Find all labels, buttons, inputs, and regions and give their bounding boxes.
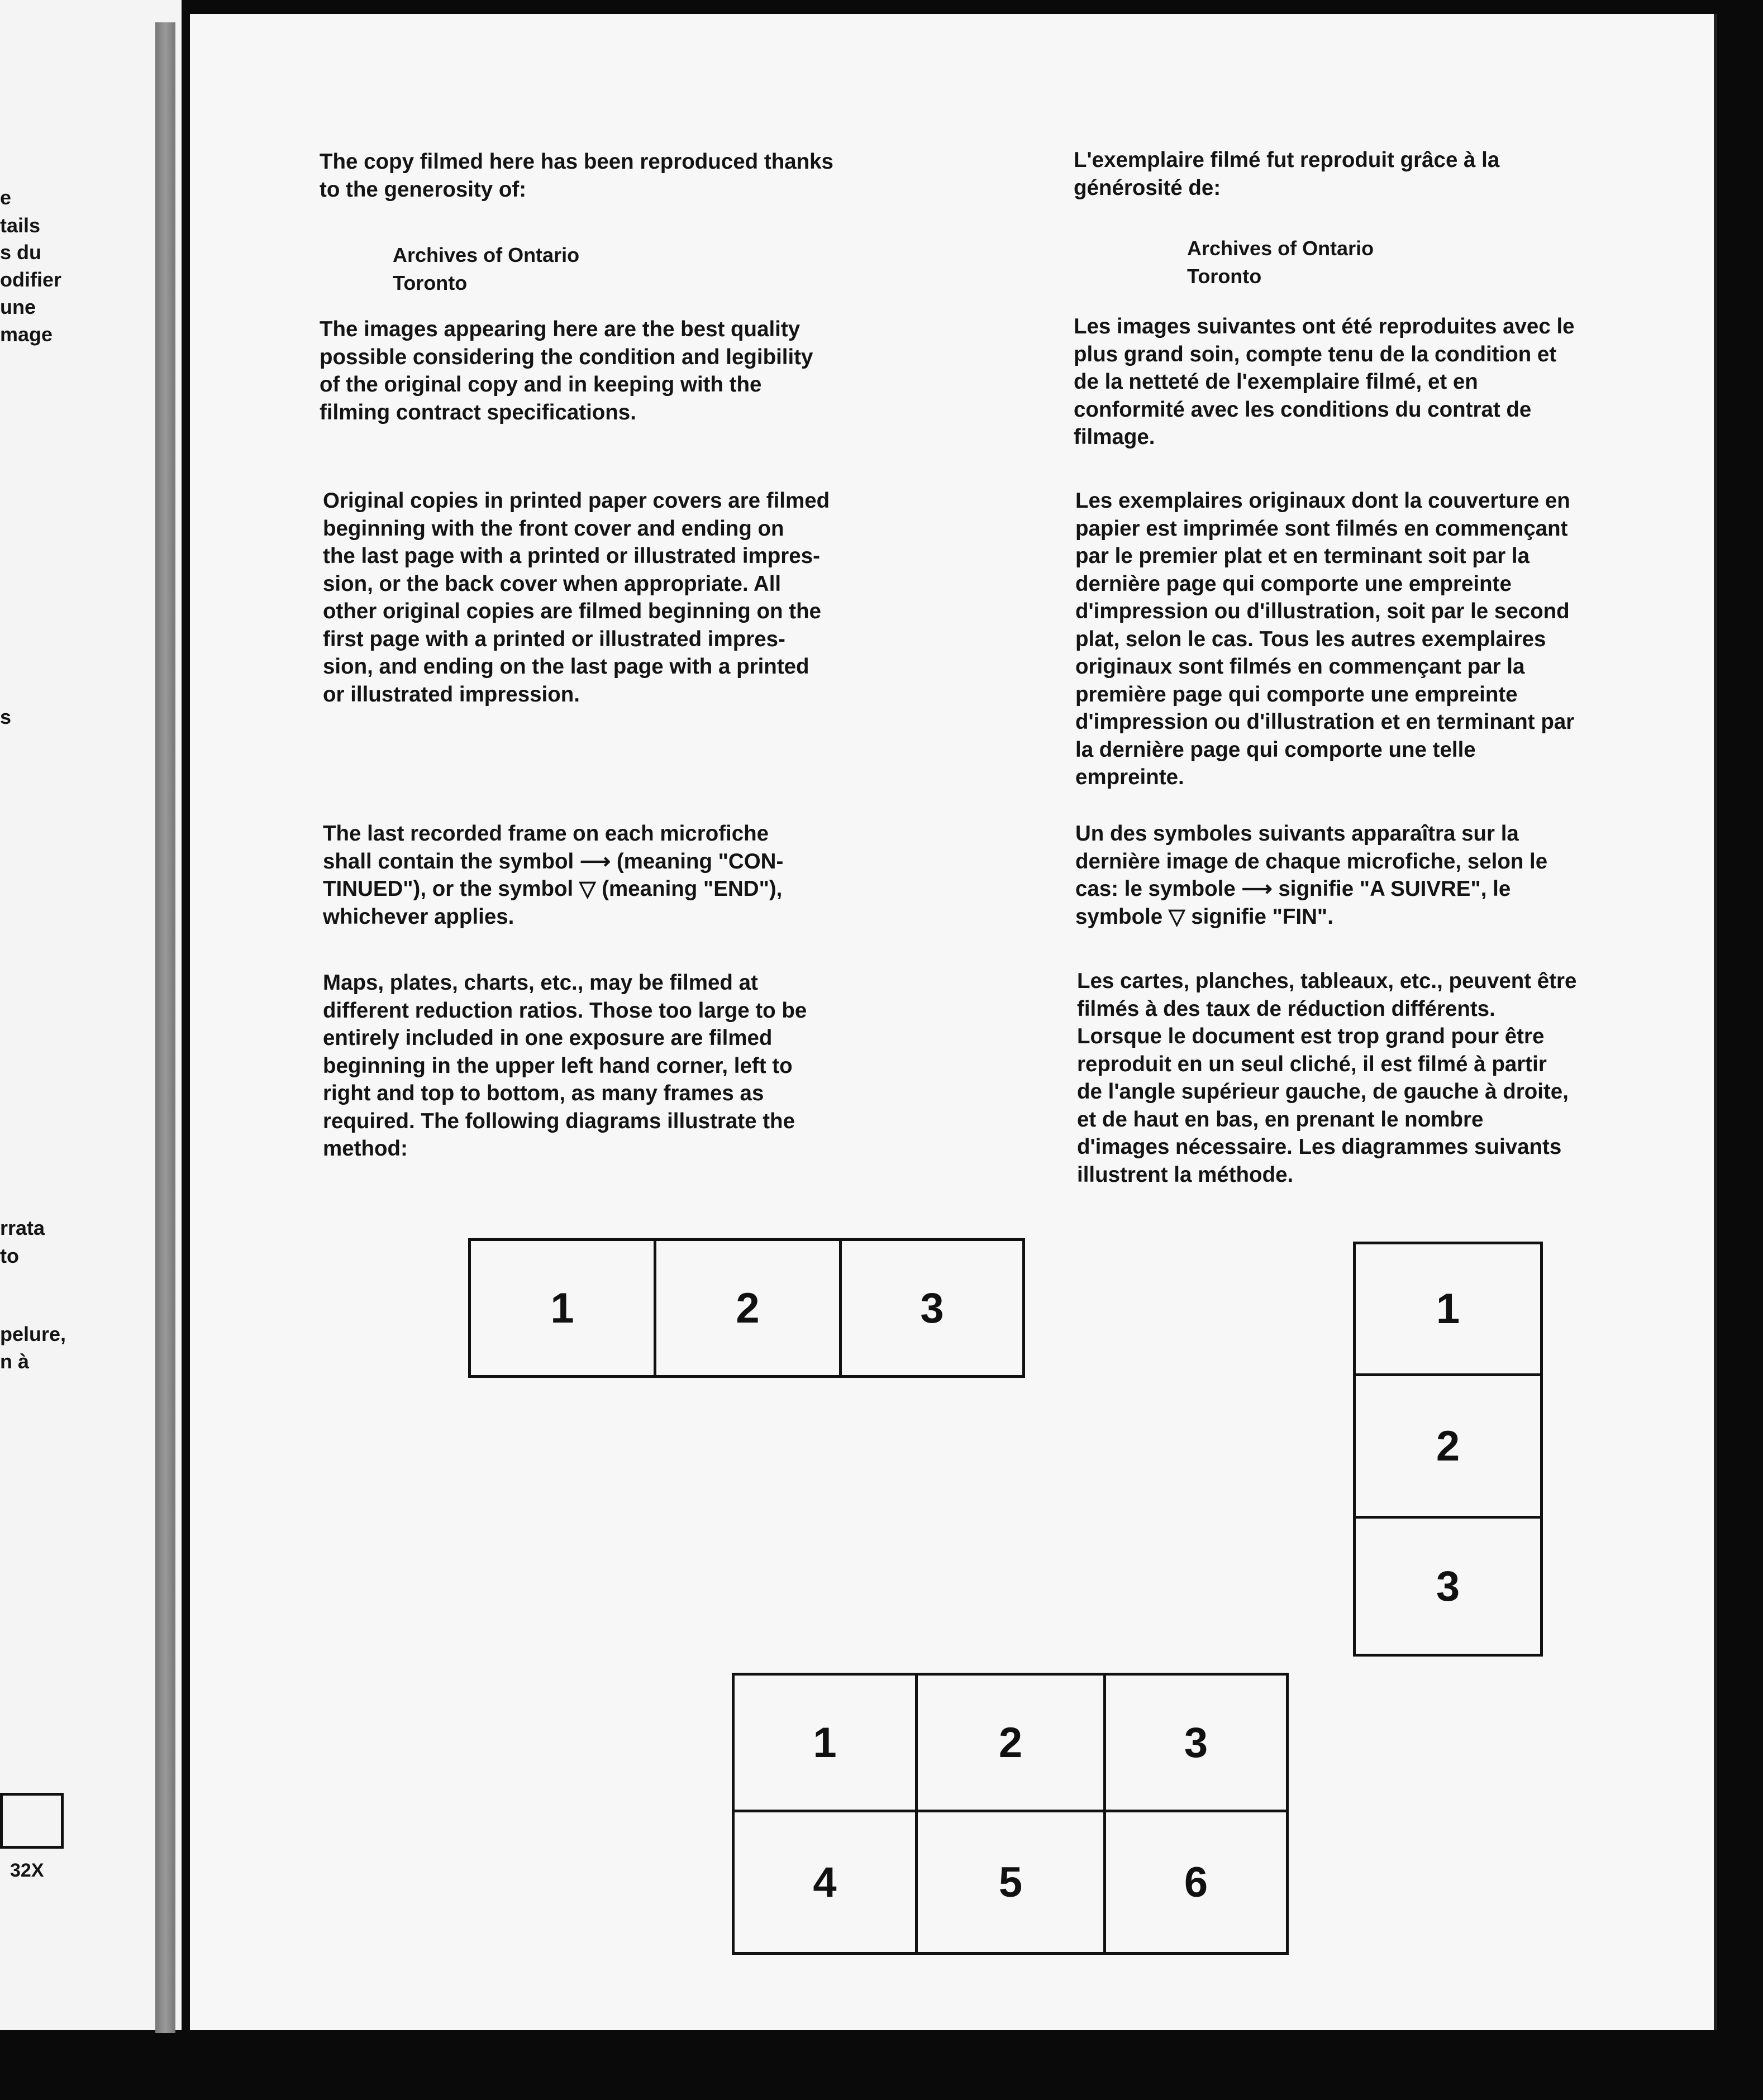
french-archive: Archives of Ontario Toronto [1187, 237, 1374, 288]
french-symbols: Un des symboles suivants apparaîtra sur la dernière image de chaque microfiche, selon le cas: le symbole ⟶ signifie "A SUIVRE", le symbole ▽ signifie "FIN". [1075, 822, 1548, 929]
diagram-row-frame: 2 [654, 1238, 842, 1378]
left-fragment: e [0, 186, 12, 209]
diagram-column-frame: 2 [1353, 1373, 1543, 1519]
diagram-grid-frame: 4 [732, 1810, 918, 1955]
left-fragment: une [0, 295, 36, 318]
left-fragment: tails [0, 214, 41, 237]
french-maps: Les cartes, planches, tableaux, etc., peuvent être filmés à des taux de réduction différents. Lorsque le document est trop grand pour être reproduit en un seul cliché, il est filmé à partir de l'angle supérieur gauche, de gauche à droite, et de haut en bas, en prenant le nombre d'images nécessaire. Les diagrammes suivants illustrent la méthode. [1077, 969, 1577, 1187]
english-intro: The copy filmed here has been reproduced thanks to the generosity of: [320, 150, 833, 202]
english-archive: Archives of Ontario Toronto [393, 244, 580, 294]
diagram-grid-frame: 2 [915, 1673, 1106, 1812]
diagram-row-frame: 3 [839, 1238, 1025, 1378]
diagram-column-frame: 3 [1353, 1516, 1543, 1657]
french-originals: Les exemplaires originaux dont la couverture en papier est imprimée sont filmés en commençant par le premier plat et en terminant soit par la dernière page qui comporte une empreinte d'impression ou d'illustration, soit par le second plat, selon le cas. Tous les autres exemplaires originaux sont filmés en commençant par la première page qui comporte une empreinte d'impression ou d'illustration et en terminant par la dernière page qui comporte une telle empreinte. [1075, 489, 1575, 789]
left-partial-page [0, 0, 182, 2030]
english-maps: Maps, plates, charts, etc., may be filmed at different reduction ratios. Those too large to be entirely included in one exposure are filmed beginning in the upper left hand corner, left to right and top to bottom, as many frames as required. The following diagrams illustrate the method: [323, 971, 807, 1161]
diagram-grid-frame: 6 [1103, 1810, 1289, 1955]
english-originals: Original copies in printed paper covers are filmed beginning with the front cover and ending on the last page with a printed or illustrated impres- sion, or the back cover when appropriate. All other original copies are filmed beginning on the first page with a printed or illustrated impres- sion, and ending on the last page with a printed or illustrated impression. [323, 489, 830, 707]
diagram-row-frame: 1 [468, 1238, 656, 1378]
diagram-grid-frame: 5 [915, 1810, 1106, 1955]
english-symbols: The last recorded frame on each microfiche shall contain the symbol ⟶ (meaning "CON- TINUED"), or the symbol ▽ (meaning "END"), whichever applies. [323, 822, 784, 929]
left-fragment: mage [0, 323, 53, 346]
french-quality: Les images suivantes ont été reproduites avec le plus grand soin, compte tenu de la condition et de la netteté de l'exemplaire filmé, et en conformité avec les conditions du contrat de filmage. [1074, 314, 1575, 449]
reduction-label: 32X [10, 1860, 44, 1881]
left-fragment: pelure, [0, 1323, 66, 1345]
page-edge [1714, 14, 1717, 2030]
left-fragment: rrata [0, 1216, 45, 1239]
english-quality: The images appearing here are the best quality possible considering the condition and legibility of the original copy and in keeping with the filming contract specifications. [320, 317, 813, 424]
left-fragment: odifier [0, 268, 62, 291]
left-fragment: n à [0, 1350, 30, 1373]
french-intro: L'exemplaire filmé fut reproduit grâce à la générosité de: [1074, 148, 1500, 200]
left-fragment: s [0, 705, 12, 728]
page-gutter [155, 22, 175, 2033]
diagram-grid-frame: 1 [732, 1673, 918, 1812]
diagram-column-frame: 1 [1353, 1242, 1543, 1376]
reduction-box [0, 1793, 64, 1849]
diagram-grid-frame: 3 [1103, 1673, 1289, 1812]
left-fragment: s du [0, 241, 42, 264]
left-fragment: to [0, 1244, 19, 1267]
